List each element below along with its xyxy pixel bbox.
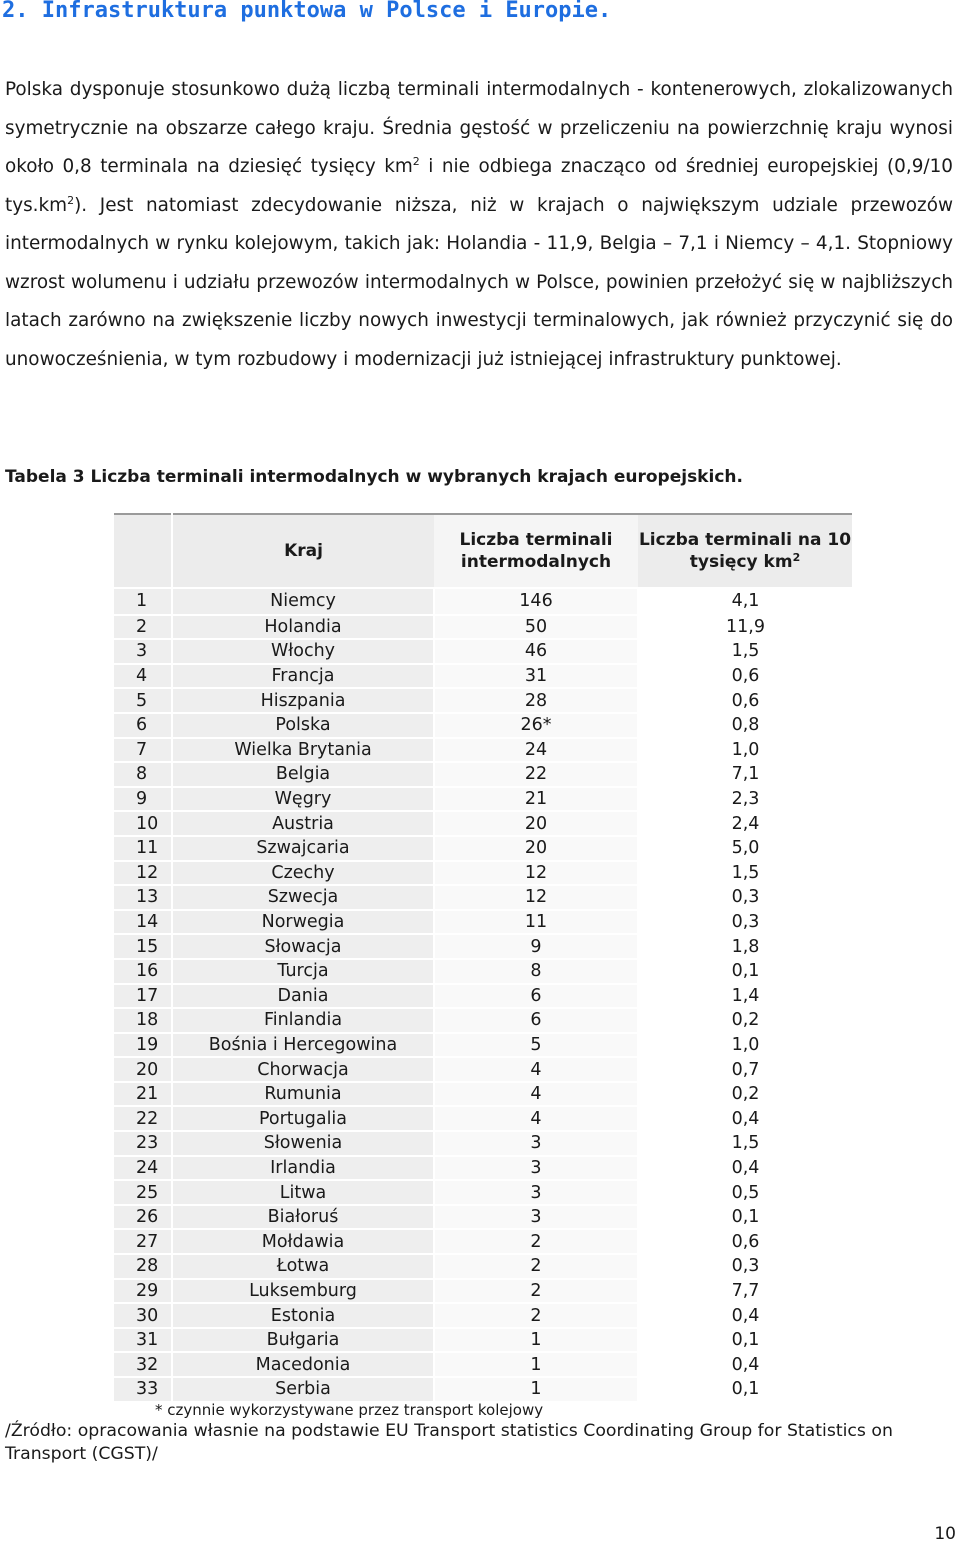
cell-country: Bułgaria <box>172 1328 434 1353</box>
cell-index: 33 <box>114 1377 172 1402</box>
cell-country: Portugalia <box>172 1106 434 1131</box>
cell-country: Belgia <box>172 762 434 787</box>
cell-count: 12 <box>434 885 638 910</box>
cell-index: 31 <box>114 1328 172 1353</box>
cell-count: 2 <box>434 1279 638 1304</box>
header-density-text: Liczba terminali na 10 tysięcy km <box>638 530 852 572</box>
cell-index: 32 <box>114 1352 172 1377</box>
table-row <box>114 1106 852 1131</box>
cell-country: Mołdawia <box>172 1229 434 1254</box>
cell-country: Finlandia <box>172 1008 434 1033</box>
cell-density: 0,4 <box>638 1156 852 1181</box>
cell-country: Węgry <box>172 787 434 812</box>
cell-density: 0,1 <box>638 1377 852 1402</box>
paragraph-text-2: i nie odbiega znacząco od średniej europejskiej (0,9/10 tys.km <box>5 156 953 216</box>
cell-index: 5 <box>114 688 172 713</box>
cell-density: 7,7 <box>638 1279 852 1304</box>
cell-density: 0,4 <box>638 1352 852 1377</box>
source-note: /Źródło: opracowania własnie na podstawie EU Transport statistics Coordinating Group for Statistics on Transport (CGST)/ <box>5 1421 893 1464</box>
cell-index: 20 <box>114 1057 172 1082</box>
table-row <box>114 861 852 886</box>
cell-count: 5 <box>434 1033 638 1058</box>
table-row <box>114 885 852 910</box>
cell-count: 4 <box>434 1057 638 1082</box>
cell-country: Niemcy <box>172 588 434 615</box>
cell-country: Rumunia <box>172 1082 434 1107</box>
cell-index: 27 <box>114 1229 172 1254</box>
cell-country: Turcja <box>172 959 434 984</box>
cell-index: 6 <box>114 713 172 738</box>
table-row <box>114 836 852 861</box>
cell-index: 3 <box>114 639 172 664</box>
header-density <box>638 514 852 588</box>
cell-index: 8 <box>114 762 172 787</box>
cell-index: 14 <box>114 910 172 935</box>
cell-density: 0,3 <box>638 1254 852 1279</box>
cell-index: 22 <box>114 1106 172 1131</box>
cell-density: 0,6 <box>638 688 852 713</box>
cell-density: 0,2 <box>638 1008 852 1033</box>
cell-density: 0,5 <box>638 1180 852 1205</box>
cell-country: Hiszpania <box>172 688 434 713</box>
cell-index: 21 <box>114 1082 172 1107</box>
cell-density: 0,8 <box>638 713 852 738</box>
cell-density: 0,3 <box>638 885 852 910</box>
cell-index: 2 <box>114 615 172 640</box>
cell-index: 7 <box>114 738 172 763</box>
cell-count: 1 <box>434 1352 638 1377</box>
cell-country: Słowenia <box>172 1131 434 1156</box>
cell-index: 18 <box>114 1008 172 1033</box>
cell-country: Polska <box>172 713 434 738</box>
cell-count: 21 <box>434 787 638 812</box>
cell-count: 20 <box>434 811 638 836</box>
cell-density: 2,4 <box>638 811 852 836</box>
cell-count: 3 <box>434 1156 638 1181</box>
table-caption: Tabela 3 Liczba terminali intermodalnych w wybranych krajach europejskich. <box>5 467 743 487</box>
cell-count: 28 <box>434 688 638 713</box>
cell-country: Irlandia <box>172 1156 434 1181</box>
cell-country: Litwa <box>172 1180 434 1205</box>
cell-index: 12 <box>114 861 172 886</box>
cell-country: Francja <box>172 664 434 689</box>
cell-count: 2 <box>434 1254 638 1279</box>
table-row <box>114 1156 852 1181</box>
cell-index: 13 <box>114 885 172 910</box>
table-row <box>114 1328 852 1353</box>
cell-country: Białoruś <box>172 1205 434 1230</box>
paragraph-text-1: Polska dysponuje stosunkowo dużą liczbą terminali intermodalnych - kontenerowych, zlokalizowanych symetrycznie na obszarze całego kraju. Średnia gęstość w przeliczeniu na powierzchnię kraju wynosi około 0,8 terminala na dziesięć tysięcy km <box>5 79 953 177</box>
cell-count: 20 <box>434 836 638 861</box>
cell-country: Luksemburg <box>172 1279 434 1304</box>
terminals-table <box>114 513 852 1403</box>
cell-index: 24 <box>114 1156 172 1181</box>
superscript: 2 <box>792 551 801 564</box>
cell-country: Włochy <box>172 639 434 664</box>
cell-count: 46 <box>434 639 638 664</box>
cell-index: 17 <box>114 984 172 1009</box>
cell-density: 1,5 <box>638 861 852 886</box>
table-row <box>114 1377 852 1402</box>
cell-count: 2 <box>434 1303 638 1328</box>
page-number: 10 <box>934 1524 956 1544</box>
cell-country: Szwajcaria <box>172 836 434 861</box>
cell-country: Chorwacja <box>172 1057 434 1082</box>
table-row <box>114 1008 852 1033</box>
cell-count: 146 <box>434 588 638 615</box>
cell-country: Austria <box>172 811 434 836</box>
cell-index: 4 <box>114 664 172 689</box>
cell-count: 1 <box>434 1328 638 1353</box>
table-row <box>114 1229 852 1254</box>
header-index <box>114 514 172 588</box>
cell-density: 0,6 <box>638 664 852 689</box>
cell-count: 1 <box>434 1377 638 1402</box>
cell-count: 12 <box>434 861 638 886</box>
paragraph-text-3: ). Jest natomiast zdecydowanie niższa, niż w krajach o największym udziale przewozów intermodalnych w rynku kolejowym, takich jak: Holandia - 11,9, Belgia – 7,1 i Niemcy – 4,1. Stopniowy wzrost wolumenu i udziału przewozów intermodalnych w Polsce, powinien przełożyć się w najbliższych latach zarówno na zwiększenie liczby nowych inwestycji terminalowych, jak również przyczynić się do unowocześnienia, w tym rozbudowy i modernizacji już istniejącej infrastruktury punktowej. <box>5 194 953 370</box>
table-row <box>114 959 852 984</box>
table-row <box>114 910 852 935</box>
cell-index: 30 <box>114 1303 172 1328</box>
cell-count: 50 <box>434 615 638 640</box>
table-row <box>114 1279 852 1304</box>
table-row <box>114 762 852 787</box>
table-row <box>114 1131 852 1156</box>
table-row <box>114 738 852 763</box>
cell-count: 4 <box>434 1106 638 1131</box>
cell-country: Holandia <box>172 615 434 640</box>
cell-count: 4 <box>434 1082 638 1107</box>
cell-country: Łotwa <box>172 1254 434 1279</box>
cell-country: Norwegia <box>172 910 434 935</box>
cell-density: 0,4 <box>638 1106 852 1131</box>
cell-index: 23 <box>114 1131 172 1156</box>
cell-country: Słowacja <box>172 934 434 959</box>
cell-index: 1 <box>114 588 172 615</box>
table-row <box>114 588 852 615</box>
body-paragraph <box>5 71 953 379</box>
cell-density: 0,2 <box>638 1082 852 1107</box>
table-row <box>114 811 852 836</box>
cell-country: Szwecja <box>172 885 434 910</box>
cell-count: 3 <box>434 1180 638 1205</box>
cell-count: 3 <box>434 1205 638 1230</box>
cell-country: Dania <box>172 984 434 1009</box>
cell-density: 0,1 <box>638 959 852 984</box>
cell-country: Czechy <box>172 861 434 886</box>
table-row <box>114 1082 852 1107</box>
table-row <box>114 1033 852 1058</box>
cell-density: 4,1 <box>638 588 852 615</box>
cell-density: 0,6 <box>638 1229 852 1254</box>
cell-country: Estonia <box>172 1303 434 1328</box>
cell-country: Wielka Brytania <box>172 738 434 763</box>
table-row <box>114 1205 852 1230</box>
cell-index: 16 <box>114 959 172 984</box>
cell-count: 9 <box>434 934 638 959</box>
cell-country: Bośnia i Hercegowina <box>172 1033 434 1058</box>
header-country: Kraj <box>172 514 434 588</box>
cell-index: 26 <box>114 1205 172 1230</box>
section-heading: 2. Infrastruktura punktowa w Polsce i Europie. <box>2 0 612 23</box>
table-row <box>114 1057 852 1082</box>
table-row <box>114 664 852 689</box>
cell-country: Serbia <box>172 1377 434 1402</box>
table-row <box>114 1180 852 1205</box>
table-body <box>114 588 852 1402</box>
table-row <box>114 713 852 738</box>
table-row <box>114 787 852 812</box>
cell-count: 8 <box>434 959 638 984</box>
cell-count: 24 <box>434 738 638 763</box>
table-row <box>114 639 852 664</box>
cell-country: Macedonia <box>172 1352 434 1377</box>
cell-index: 10 <box>114 811 172 836</box>
cell-density: 0,4 <box>638 1303 852 1328</box>
cell-density: 0,3 <box>638 910 852 935</box>
cell-index: 28 <box>114 1254 172 1279</box>
table-header-row <box>114 514 852 588</box>
cell-density: 0,7 <box>638 1057 852 1082</box>
cell-count: 2 <box>434 1229 638 1254</box>
cell-density: 2,3 <box>638 787 852 812</box>
cell-count: 6 <box>434 984 638 1009</box>
table-row <box>114 688 852 713</box>
table-row <box>114 1352 852 1377</box>
cell-density: 0,1 <box>638 1205 852 1230</box>
cell-index: 9 <box>114 787 172 812</box>
table-row <box>114 1254 852 1279</box>
table-footnote: * czynnie wykorzystywane przez transport kolejowy <box>155 1401 544 1419</box>
cell-count: 3 <box>434 1131 638 1156</box>
table-row <box>114 984 852 1009</box>
superscript: 2 <box>67 193 75 207</box>
table-row <box>114 615 852 640</box>
cell-count: 6 <box>434 1008 638 1033</box>
cell-index: 29 <box>114 1279 172 1304</box>
cell-density: 1,4 <box>638 984 852 1009</box>
cell-density: 1,5 <box>638 1131 852 1156</box>
header-count: Liczba terminali intermodalnych <box>434 514 638 588</box>
cell-count: 31 <box>434 664 638 689</box>
cell-density: 1,0 <box>638 1033 852 1058</box>
cell-density: 1,0 <box>638 738 852 763</box>
cell-density: 11,9 <box>638 615 852 640</box>
cell-index: 11 <box>114 836 172 861</box>
cell-index: 19 <box>114 1033 172 1058</box>
cell-density: 7,1 <box>638 762 852 787</box>
cell-count: 11 <box>434 910 638 935</box>
cell-index: 15 <box>114 934 172 959</box>
cell-density: 1,5 <box>638 639 852 664</box>
cell-density: 1,8 <box>638 934 852 959</box>
cell-density: 5,0 <box>638 836 852 861</box>
cell-count: 26* <box>434 713 638 738</box>
superscript: 2 <box>412 155 420 168</box>
cell-density: 0,1 <box>638 1328 852 1353</box>
table-row <box>114 1303 852 1328</box>
cell-index: 25 <box>114 1180 172 1205</box>
table-row <box>114 934 852 959</box>
cell-count: 22 <box>434 762 638 787</box>
